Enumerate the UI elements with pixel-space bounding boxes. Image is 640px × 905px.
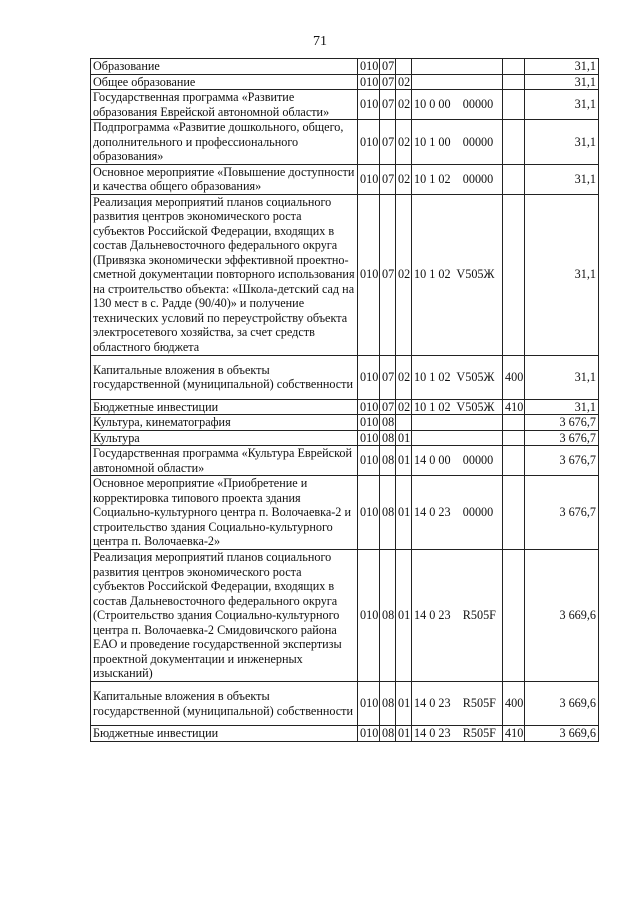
row-grbs-cell: 010 [358,415,380,431]
row-grbs-cell: 010 [358,194,380,355]
row-target-article-cell: 10 1 00 00000 [412,120,503,165]
row-section-cell: 07 [380,90,396,120]
table-row [91,430,599,446]
row-subsection-cell [396,59,412,75]
row-name-cell: Образование [91,59,358,75]
table-row [91,120,599,165]
row-grbs-cell: 010 [358,726,380,742]
row-section-cell: 07 [380,194,396,355]
table-row [91,194,599,355]
row-grbs-cell: 010 [358,164,380,194]
row-name-cell: Государственная программа «Развитие образования Еврейской автономной области» [91,90,358,120]
row-target-article-cell: 10 0 00 00000 [412,90,503,120]
row-target-article-cell: 10 1 02 V505Ж [412,355,503,399]
row-subsection-cell: 01 [396,682,412,726]
row-section-cell: 07 [380,164,396,194]
table-row [91,399,599,415]
row-section-cell: 08 [380,415,396,431]
row-section-cell: 07 [380,59,396,75]
row-grbs-cell: 010 [358,120,380,165]
row-amount-cell: 31,1 [525,120,599,165]
table-row [91,90,599,120]
row-expense-type-cell [503,74,525,90]
row-expense-type-cell [503,90,525,120]
row-amount-cell: 31,1 [525,59,599,75]
row-grbs-cell: 010 [358,682,380,726]
row-target-article-cell: 10 1 02 V505Ж [412,399,503,415]
table-row [91,164,599,194]
row-expense-type-cell [503,120,525,165]
row-subsection-cell: 02 [396,399,412,415]
row-expense-type-cell [503,550,525,682]
row-target-article-cell [412,430,503,446]
row-section-cell: 08 [380,476,396,550]
budget-table-body [91,59,599,742]
row-target-article-cell: 14 0 23 R505F [412,682,503,726]
row-section-cell: 08 [380,550,396,682]
row-amount-cell: 31,1 [525,399,599,415]
row-grbs-cell: 010 [358,550,380,682]
row-expense-type-cell [503,430,525,446]
row-section-cell: 07 [380,74,396,90]
row-expense-type-cell [503,59,525,75]
table-row [91,74,599,90]
row-target-article-cell [412,59,503,75]
budget-table [90,58,599,742]
row-grbs-cell: 010 [358,90,380,120]
row-grbs-cell: 010 [358,74,380,90]
row-target-article-cell: 10 1 02 00000 [412,164,503,194]
row-subsection-cell: 02 [396,164,412,194]
row-target-article-cell: 10 1 02 V505Ж [412,194,503,355]
row-expense-type-cell: 400 [503,682,525,726]
row-target-article-cell [412,415,503,431]
row-expense-type-cell: 400 [503,355,525,399]
row-amount-cell: 3 669,6 [525,550,599,682]
row-amount-cell: 3 676,7 [525,476,599,550]
row-expense-type-cell [503,415,525,431]
row-grbs-cell: 010 [358,446,380,476]
row-expense-type-cell [503,194,525,355]
row-subsection-cell: 01 [396,446,412,476]
row-name-cell: Культура, кинематография [91,415,358,431]
row-amount-cell: 3 669,6 [525,726,599,742]
row-amount-cell: 3 676,7 [525,446,599,476]
row-grbs-cell: 010 [358,430,380,446]
row-amount-cell: 31,1 [525,74,599,90]
row-amount-cell: 3 676,7 [525,415,599,431]
row-expense-type-cell: 410 [503,399,525,415]
row-name-cell: Основное мероприятие «Приобретение и корректировка типового проекта здания Социально-культурного центра п. Волочаевка-2 и строительство здания Социально-культурного центра п. Волочаевка-2» [91,476,358,550]
row-amount-cell: 31,1 [525,90,599,120]
row-section-cell: 08 [380,682,396,726]
row-name-cell: Реализация мероприятий планов социального развития центров экономического роста субъектов Российской Федерации, входящих в состав Дальневосточного федерального округа (Привязка экономически эффективной проектно-сметной документации повторного использования на строительство объекта: «Школа-детский сад на 130 мест в с. Радде (90/40)» и получение технических условий по переустройству объекта электросетевого хозяйства, за счет средств областного бюджета [91,194,358,355]
row-section-cell: 07 [380,399,396,415]
row-name-cell: Подпрограмма «Развитие дошкольного, общего, дополнительного и профессионального образования» [91,120,358,165]
table-row [91,59,599,75]
row-name-cell: Реализация мероприятий планов социального развития центров экономического роста субъектов Российской Федерации, входящих в состав Дальневосточного федерального округа (Строительство здания Социально-культурного центра п. Волочаевка-2 Смидовичского района ЕАО и проведение государственной экспертизы проектной документации и инженерных изысканий) [91,550,358,682]
row-target-article-cell: 14 0 23 00000 [412,476,503,550]
row-amount-cell: 3 676,7 [525,430,599,446]
row-name-cell: Бюджетные инвестиции [91,726,358,742]
row-subsection-cell: 02 [396,194,412,355]
row-subsection-cell: 01 [396,430,412,446]
table-row [91,355,599,399]
row-expense-type-cell: 410 [503,726,525,742]
row-target-article-cell: 14 0 23 R505F [412,726,503,742]
row-target-article-cell: 14 0 23 R505F [412,550,503,682]
row-target-article-cell [412,74,503,90]
row-name-cell: Культура [91,430,358,446]
table-row [91,726,599,742]
row-target-article-cell: 14 0 00 00000 [412,446,503,476]
table-row [91,446,599,476]
row-name-cell: Бюджетные инвестиции [91,399,358,415]
page-number: 71 [313,34,327,49]
row-subsection-cell: 02 [396,74,412,90]
row-name-cell: Капитальные вложения в объекты государственной (муниципальной) собственности [91,355,358,399]
row-amount-cell: 3 669,6 [525,682,599,726]
table-row [91,550,599,682]
row-amount-cell: 31,1 [525,194,599,355]
row-amount-cell: 31,1 [525,355,599,399]
row-subsection-cell: 01 [396,550,412,682]
row-subsection-cell: 02 [396,120,412,165]
row-subsection-cell: 01 [396,476,412,550]
table-row [91,415,599,431]
row-name-cell: Общее образование [91,74,358,90]
row-section-cell: 07 [380,120,396,165]
row-expense-type-cell [503,164,525,194]
row-subsection-cell: 02 [396,355,412,399]
row-section-cell: 08 [380,430,396,446]
row-amount-cell: 31,1 [525,164,599,194]
row-grbs-cell: 010 [358,399,380,415]
row-name-cell: Капитальные вложения в объекты государственной (муниципальной) собственности [91,682,358,726]
row-expense-type-cell [503,446,525,476]
row-grbs-cell: 010 [358,476,380,550]
row-subsection-cell: 01 [396,726,412,742]
row-name-cell: Основное мероприятие «Повышение доступности и качества общего образования» [91,164,358,194]
row-subsection-cell: 02 [396,90,412,120]
table-row [91,682,599,726]
row-section-cell: 07 [380,355,396,399]
row-section-cell: 08 [380,726,396,742]
row-grbs-cell: 010 [358,355,380,399]
row-grbs-cell: 010 [358,59,380,75]
row-name-cell: Государственная программа «Культура Еврейской автономной области» [91,446,358,476]
row-expense-type-cell [503,476,525,550]
row-subsection-cell [396,415,412,431]
table-row [91,476,599,550]
row-section-cell: 08 [380,446,396,476]
